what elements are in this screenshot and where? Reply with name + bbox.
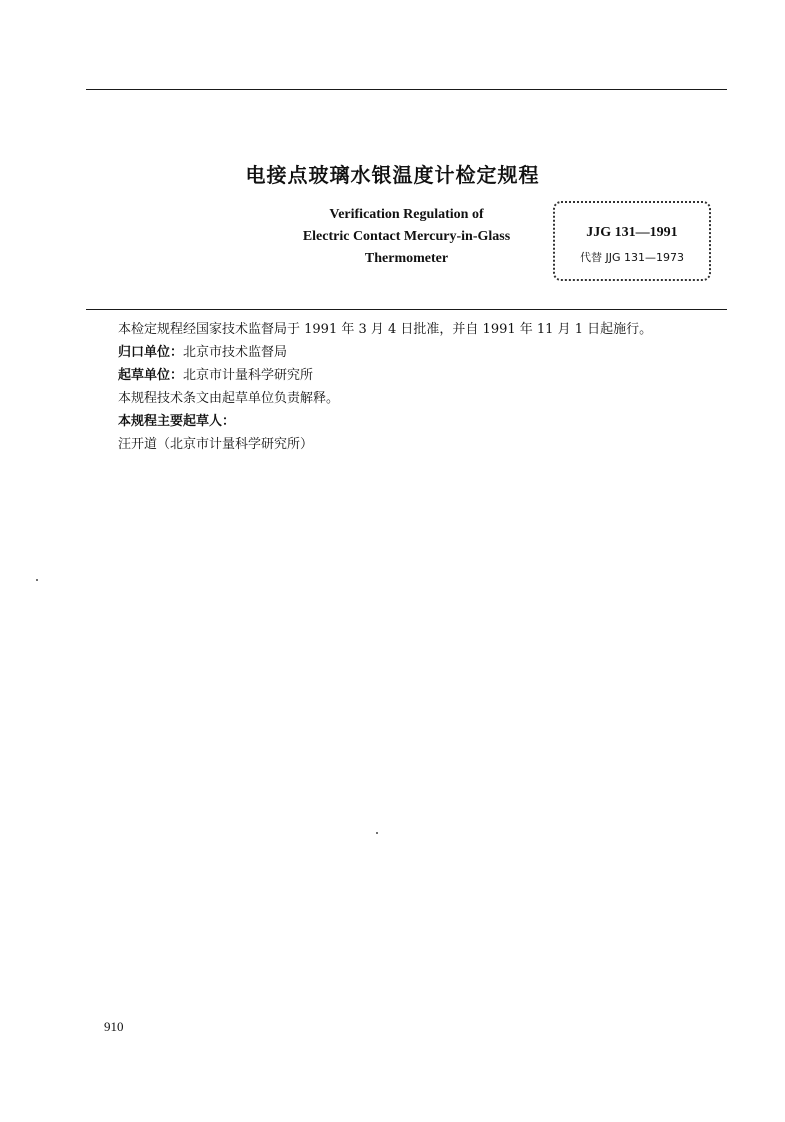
stray-mark xyxy=(376,832,378,834)
drafters-label-text: 本规程主要起草人： xyxy=(118,414,236,429)
english-title-line: Verification Regulation of xyxy=(329,207,484,222)
drafters-value: 汪开道（北京市计量科学研究所） xyxy=(118,437,314,452)
stray-mark xyxy=(36,579,38,581)
top-rule xyxy=(86,89,727,90)
drafters-label xyxy=(118,410,758,433)
english-title xyxy=(280,204,533,270)
standard-code-box xyxy=(553,201,711,281)
english-title-line: Electric Contact Mercury-in-Glass xyxy=(302,229,511,244)
english-title-line: Thermometer xyxy=(364,251,449,266)
drafting-unit-label: 起草单位： xyxy=(118,368,184,383)
standard-code: JJG 131—1991 xyxy=(586,225,678,240)
page-number: 910 xyxy=(104,1019,124,1034)
interpretation-note: 本规程技术条文由起草单位负责解释。 xyxy=(118,391,340,406)
divider-rule xyxy=(86,309,727,310)
metadata-block xyxy=(118,318,758,456)
responsible-unit xyxy=(118,341,758,364)
responsible-unit-value: 北京市技术监督局 xyxy=(183,345,288,360)
responsible-unit-label: 归口单位： xyxy=(118,345,184,360)
drafting-unit xyxy=(118,364,758,387)
drafting-unit-value: 北京市计量科学研究所 xyxy=(183,368,314,383)
replaced-standard: 代替 JJG 131—1973 xyxy=(580,251,684,264)
page-title: 电接点玻璃水银温度计检定规程 xyxy=(245,163,540,187)
approval-statement: 本检定规程经国家技术监督局于 1991 年 3 月 4 日批准，并自 1991 年 11 月 1 日起施行。 xyxy=(118,322,653,337)
